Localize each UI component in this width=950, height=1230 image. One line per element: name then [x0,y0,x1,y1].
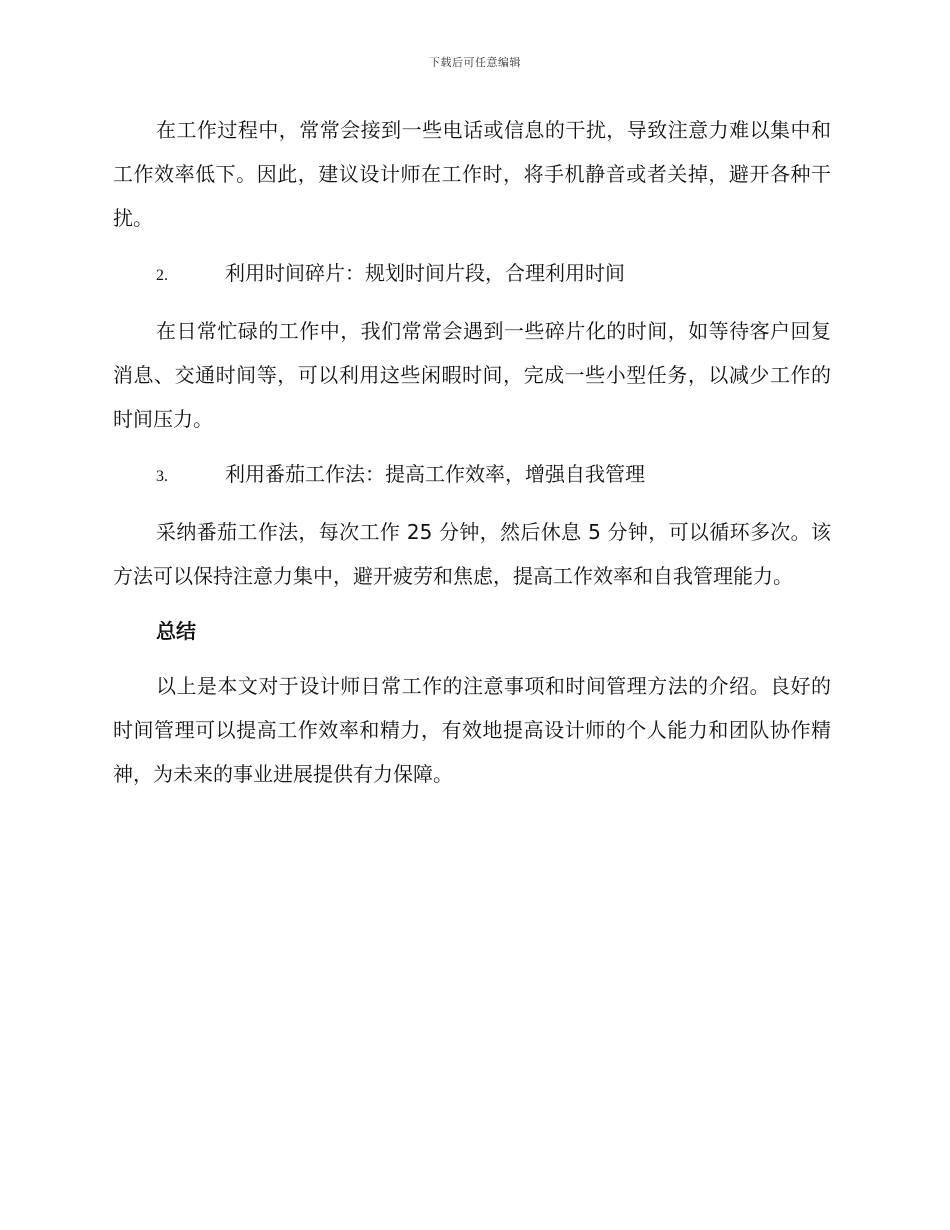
list-item-pomodoro [113,452,831,499]
list-item-time-fragments [113,251,831,298]
paragraph-distractions: 在工作过程中，常常会接到一些电话或信息的干扰，导致注意力难以集中和工作效率低下。因此，建议设计师在工作时，将手机静音或者关掉，避开各种干扰。 [113,118,831,230]
summary-heading: 总结 [156,619,196,643]
page-header: 下载后可任意编辑 [429,56,521,69]
paragraph-time-fragments: 在日常忙碌的工作中，我们常常会遇到一些碎片化的时间，如等待客户回复消息、交通时间等，可以利用这些闲暇时间，完成一些小型任务，以减少工作的时间压力。 [113,319,831,431]
list-item-number: 3. [156,468,168,485]
document-body [113,108,831,807]
paragraph-summary: 以上是本文对于设计师日常工作的注意事项和时间管理方法的介绍。良好的时间管理可以提高工作效率和精力，有效地提高设计师的个人能力和团队协作精神，为未来的事业进展提供有力保障。 [113,674,831,786]
list-item-number: 2. [156,267,168,284]
list-item-text: 利用番茄工作法：提高工作效率，增强自我管理 [225,462,645,486]
paragraph-pomodoro: 采纳番茄工作法，每次工作 25 分钟，然后休息 5 分钟，可以循环多次。该方法可以保持注意力集中，避开疲劳和焦虑，提高工作效率和自我管理能力。 [113,520,831,588]
list-item-text: 利用时间碎片：规划时间片段，合理利用时间 [225,261,625,285]
